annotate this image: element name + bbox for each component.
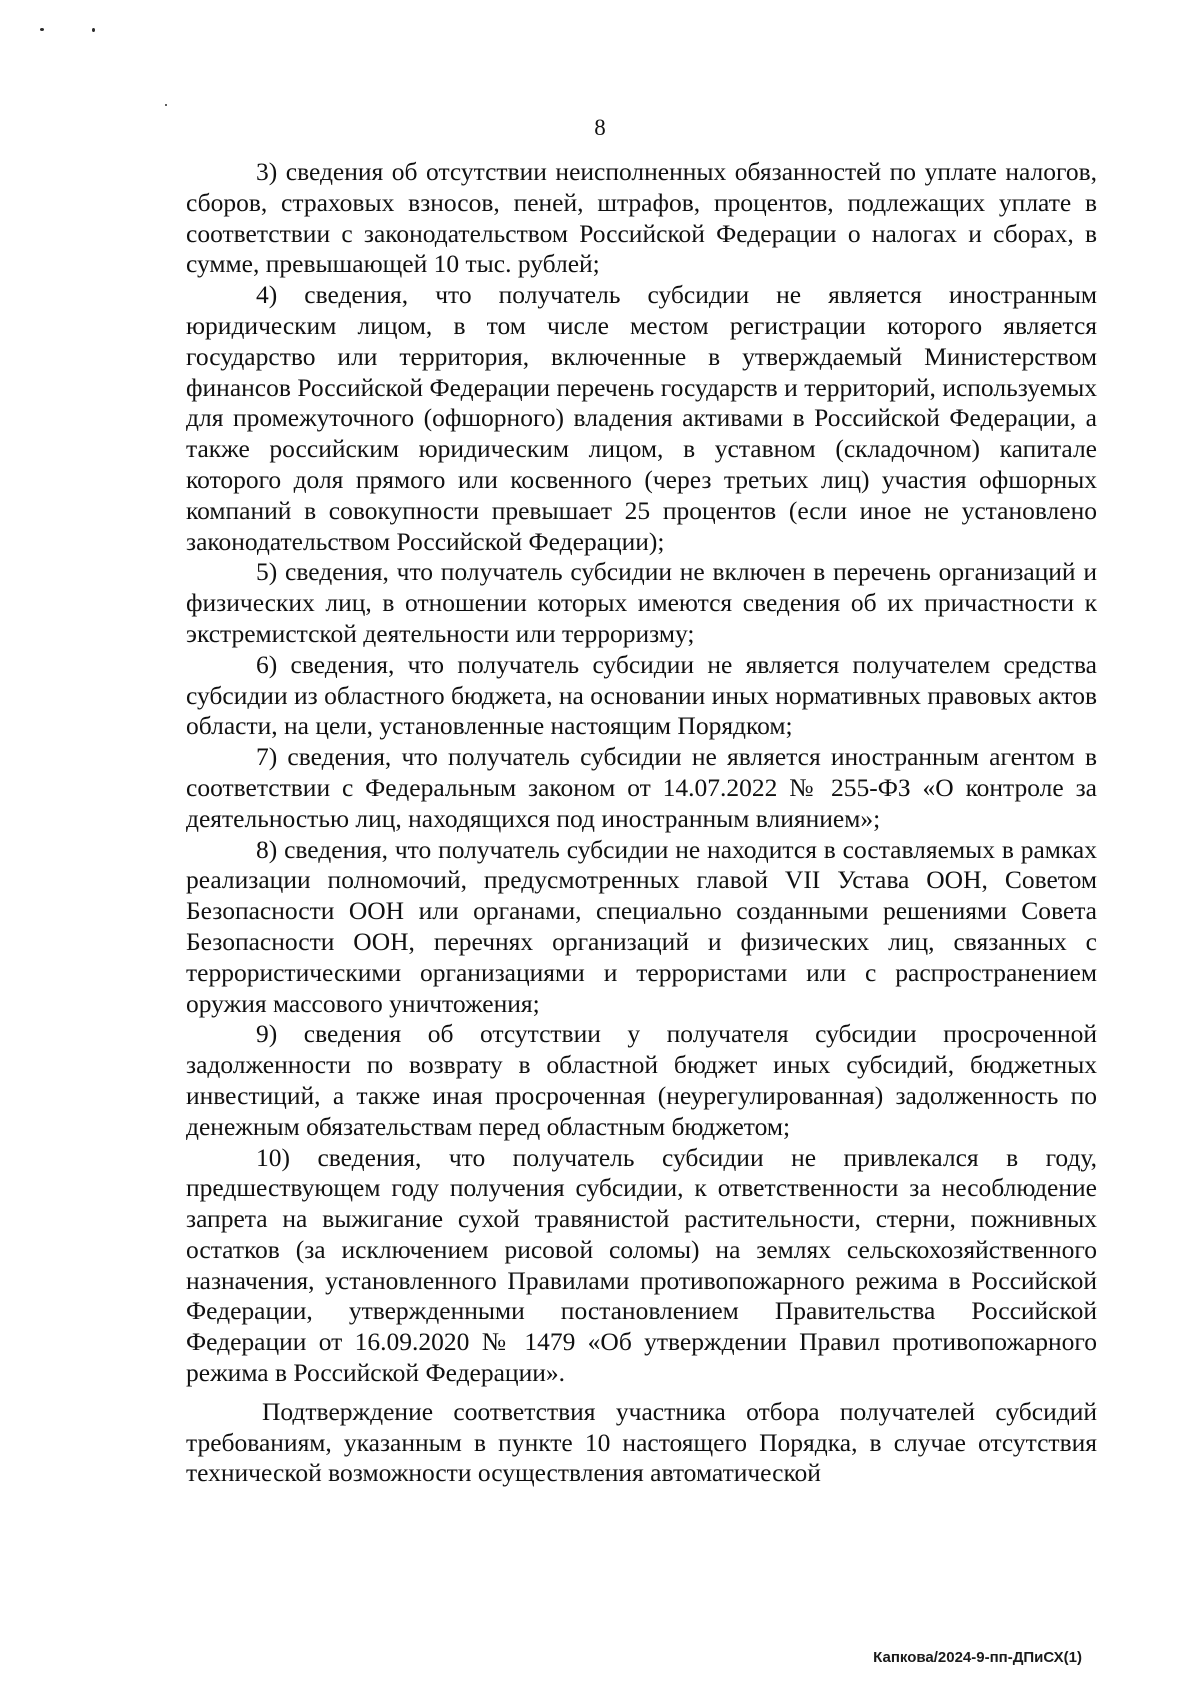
document-code: Капкова/2024-9-пп-ДПиСХ(1) (873, 1649, 1082, 1666)
paragraph-item-5: 5) сведения, что получатель субсидии не включен в перечень организаций и физических лиц, в отношении которых имеются сведения об их причастности к экстремистской деятельности или терроризму; (186, 557, 1097, 648)
scan-speck (165, 104, 167, 106)
page-number: 8 (594, 115, 606, 140)
paragraph-confirmation: Подтверждение соответствия участника отбора получателей субсидий требованиям, указанным в пункте 10 настоящего Порядка, в случае отсутствия технической возможности осуществления автоматической (186, 1396, 1097, 1488)
paragraph-item-9: 9) сведения об отсутствии у получателя субсидии просроченной задолженности по возврату в областной бюджет иных субсидий, бюджетных инвестиций, а также иная просроченная (неурегулированная) задолженность по денежным обязательствам перед областным бюджетом; (186, 1019, 1097, 1141)
paragraph-item-10: 10) сведения, что получатель субсидии не привлекался в году, предшествующем году получения субсидии, к ответственности за несоблюдение запрета на выжигание сухой травянистой растительности, стерни, пожнивных остатков (за исключением рисовой соломы) на землях сельскохозяйственного назначения, установленного Правилами противопожарного режима в Российской Федерации, утвержденными постановлением Правительства Российской Федерации от 16.09.2020 № 1479 «Об утверждении Правил противопожарного режима в Российской Федерации». (186, 1142, 1097, 1388)
paragraph-item-3: 3) сведения об отсутствии неисполненных обязанностей по уплате налогов, сборов, страховых взносов, пеней, штрафов, процентов, подлежащих уплате в соответствии с законодательством Российской Федерации о налогах и сборах, в сумме, превышающей 10 тыс. рублей; (186, 157, 1097, 279)
scan-speck (40, 28, 44, 31)
paragraph-item-7: 7) сведения, что получатель субсидии не является иностранным агентом в соответствии с Федеральным законом от 14.07.2022 № 255-ФЗ «О контроле за деятельностью лиц, находящихся под иностранным влиянием»; (186, 742, 1097, 833)
scan-speck (92, 28, 95, 32)
document-body (186, 157, 1097, 1489)
paragraph-item-4: 4) сведения, что получатель субсидии не является иностранным юридическим лицом, в том числе местом регистрации которого является государство или территория, включенные в утверждаемый Министерством финансов Российской Федерации перечень государств и территорий, используемых для промежуточного (офшорного) владения активами в Российской Федерации, а также российским юридическим лицом, в уставном (складочном) капитале которого доля прямого или косвенного (через третьих лиц) участия офшорных компаний в совокупности превышает 25 процентов (если иное не установлено законодательством Российской Федерации); (186, 280, 1097, 556)
paragraph-item-8: 8) сведения, что получатель субсидии не находится в составляемых в рамках реализации полномочий, предусмотренных главой VII Устава ООН, Советом Безопасности ООН или органами, специально созданными решениями Совета Безопасности ООН, перечнях организаций и физических лиц, связанных с террористическими организациями и террористами или с распространением оружия массового уничтожения; (186, 834, 1097, 1018)
paragraph-item-6: 6) сведения, что получатель субсидии не является получателем средства субсидии из областного бюджета, на основании иных нормативных правовых актов области, на цели, установленные настоящим Порядком; (186, 649, 1097, 741)
